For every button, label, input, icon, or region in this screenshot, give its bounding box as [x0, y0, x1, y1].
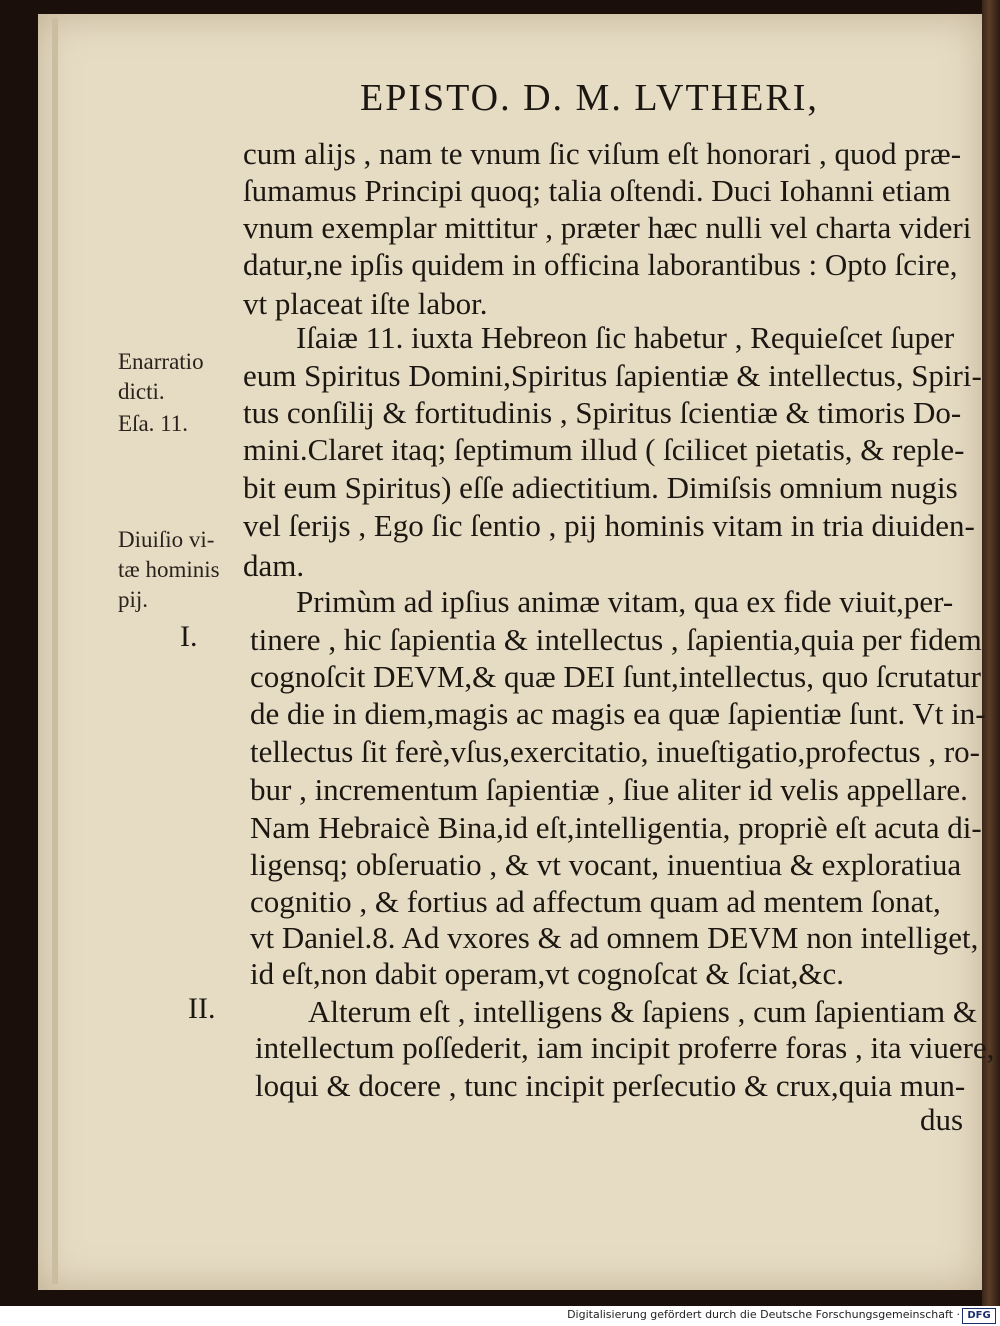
margin-note: dicti. [118, 379, 165, 404]
text-line: mini.Claret itaq; ſeptimum illud ( ſcilicet pietatis, & reple- [243, 432, 965, 467]
text-line: datur,ne ipſis quidem in officina laborantibus : Opto ſcire, [243, 247, 958, 282]
text-line: ſumamus Principi quoq; talia oſtendi. Duci Iohanni etiam [243, 173, 951, 208]
text-line: vt Daniel.8. Ad vxores & ad omnem DEVM non intelliget, [250, 920, 979, 955]
margin-note: Enarratio [118, 349, 204, 374]
text-line: vel ſerijs , Ego ſic ſentio , pij hominis vitam in tria diuiden- [243, 508, 975, 543]
text-line: Nam Hebraicè Bina,id eſt,intelligentia, propriè eſt acuta di- [250, 810, 982, 845]
text-line: de die in diem,magis ac magis ea quæ ſapientiæ ſunt. Vt in- [250, 696, 986, 731]
running-header: EPISTO. D. M. LVTHERI, [360, 77, 819, 119]
text-line: dus [920, 1102, 964, 1137]
text-line: dam. [243, 548, 305, 583]
text-line: tus conſilij & fortitudinis , Spiritus ſcientiæ & timoris Do- [243, 395, 962, 430]
text-line: cum alijs , nam te vnum ſic viſum eſt honorari , quod præ- [243, 136, 962, 171]
text-line: tellectus ſit ferè,vſus,exercitatio, inueſtigatio,profectus , ro- [250, 734, 980, 769]
dfg-logo: DFG [962, 1308, 996, 1324]
text-line: vnum exemplar mittitur , præter hæc nulli vel charta videri [243, 210, 972, 245]
text-line: ligensq; obſeruatio , & vt vocant, inuentiua & exploratiua [250, 847, 962, 882]
text-line: bur , incrementum ſapientiæ , ſiue aliter id velis appellare. [250, 772, 968, 807]
text-line: tinere , hic ſapientia & intellectus , ſapientia,quia per fidem [250, 622, 982, 657]
text-line: id eſt,non dabit operam,vt cognoſcat & ſciat,&c. [250, 956, 844, 991]
funding-credit: Digitalisierung gefördert durch die Deutsche Forschungsgemeinschaft · [567, 1308, 960, 1321]
text-line: Primùm ad ipſius animæ vitam, qua ex fide viuit,per- [296, 584, 954, 619]
footer [0, 1306, 1000, 1326]
margin-note: pij. [118, 587, 149, 612]
section-numeral: II. [188, 992, 216, 1025]
margin-note: Diuiſio vi- [118, 527, 215, 552]
text-line: Alterum eſt , intelligens & ſapiens , cum ſapientiam & [308, 994, 977, 1029]
margin-note: Eſa. 11. [118, 411, 189, 436]
text-line: loqui & docere , tunc incipit perſecutio & crux,quia mun- [255, 1068, 966, 1103]
text-line: vt placeat iſte labor. [243, 286, 488, 321]
text-line: intellectum poſſederit, iam incipit proferre foras , ita viuere, [255, 1030, 995, 1065]
text-line: eum Spiritus Domini,Spiritus ſapientiæ & intellectus, Spiri- [243, 358, 982, 393]
margin-note: tæ hominis [118, 557, 220, 582]
text-line: bit eum Spiritus) eſſe adiectitium. Dimiſsis omnium nugis [243, 470, 958, 505]
text-line: Iſaiæ 11. iuxta Hebreon ſic habetur , Requieſcet ſuper [296, 320, 955, 355]
section-numeral: I. [180, 620, 198, 653]
text-line: cognoſcit DEVM,& quæ DEI ſunt,intellectus, quo ſcrutatur [250, 659, 981, 694]
text-line: cognitio , & fortius ad affectum quam ad mentem ſonat, [250, 884, 941, 919]
